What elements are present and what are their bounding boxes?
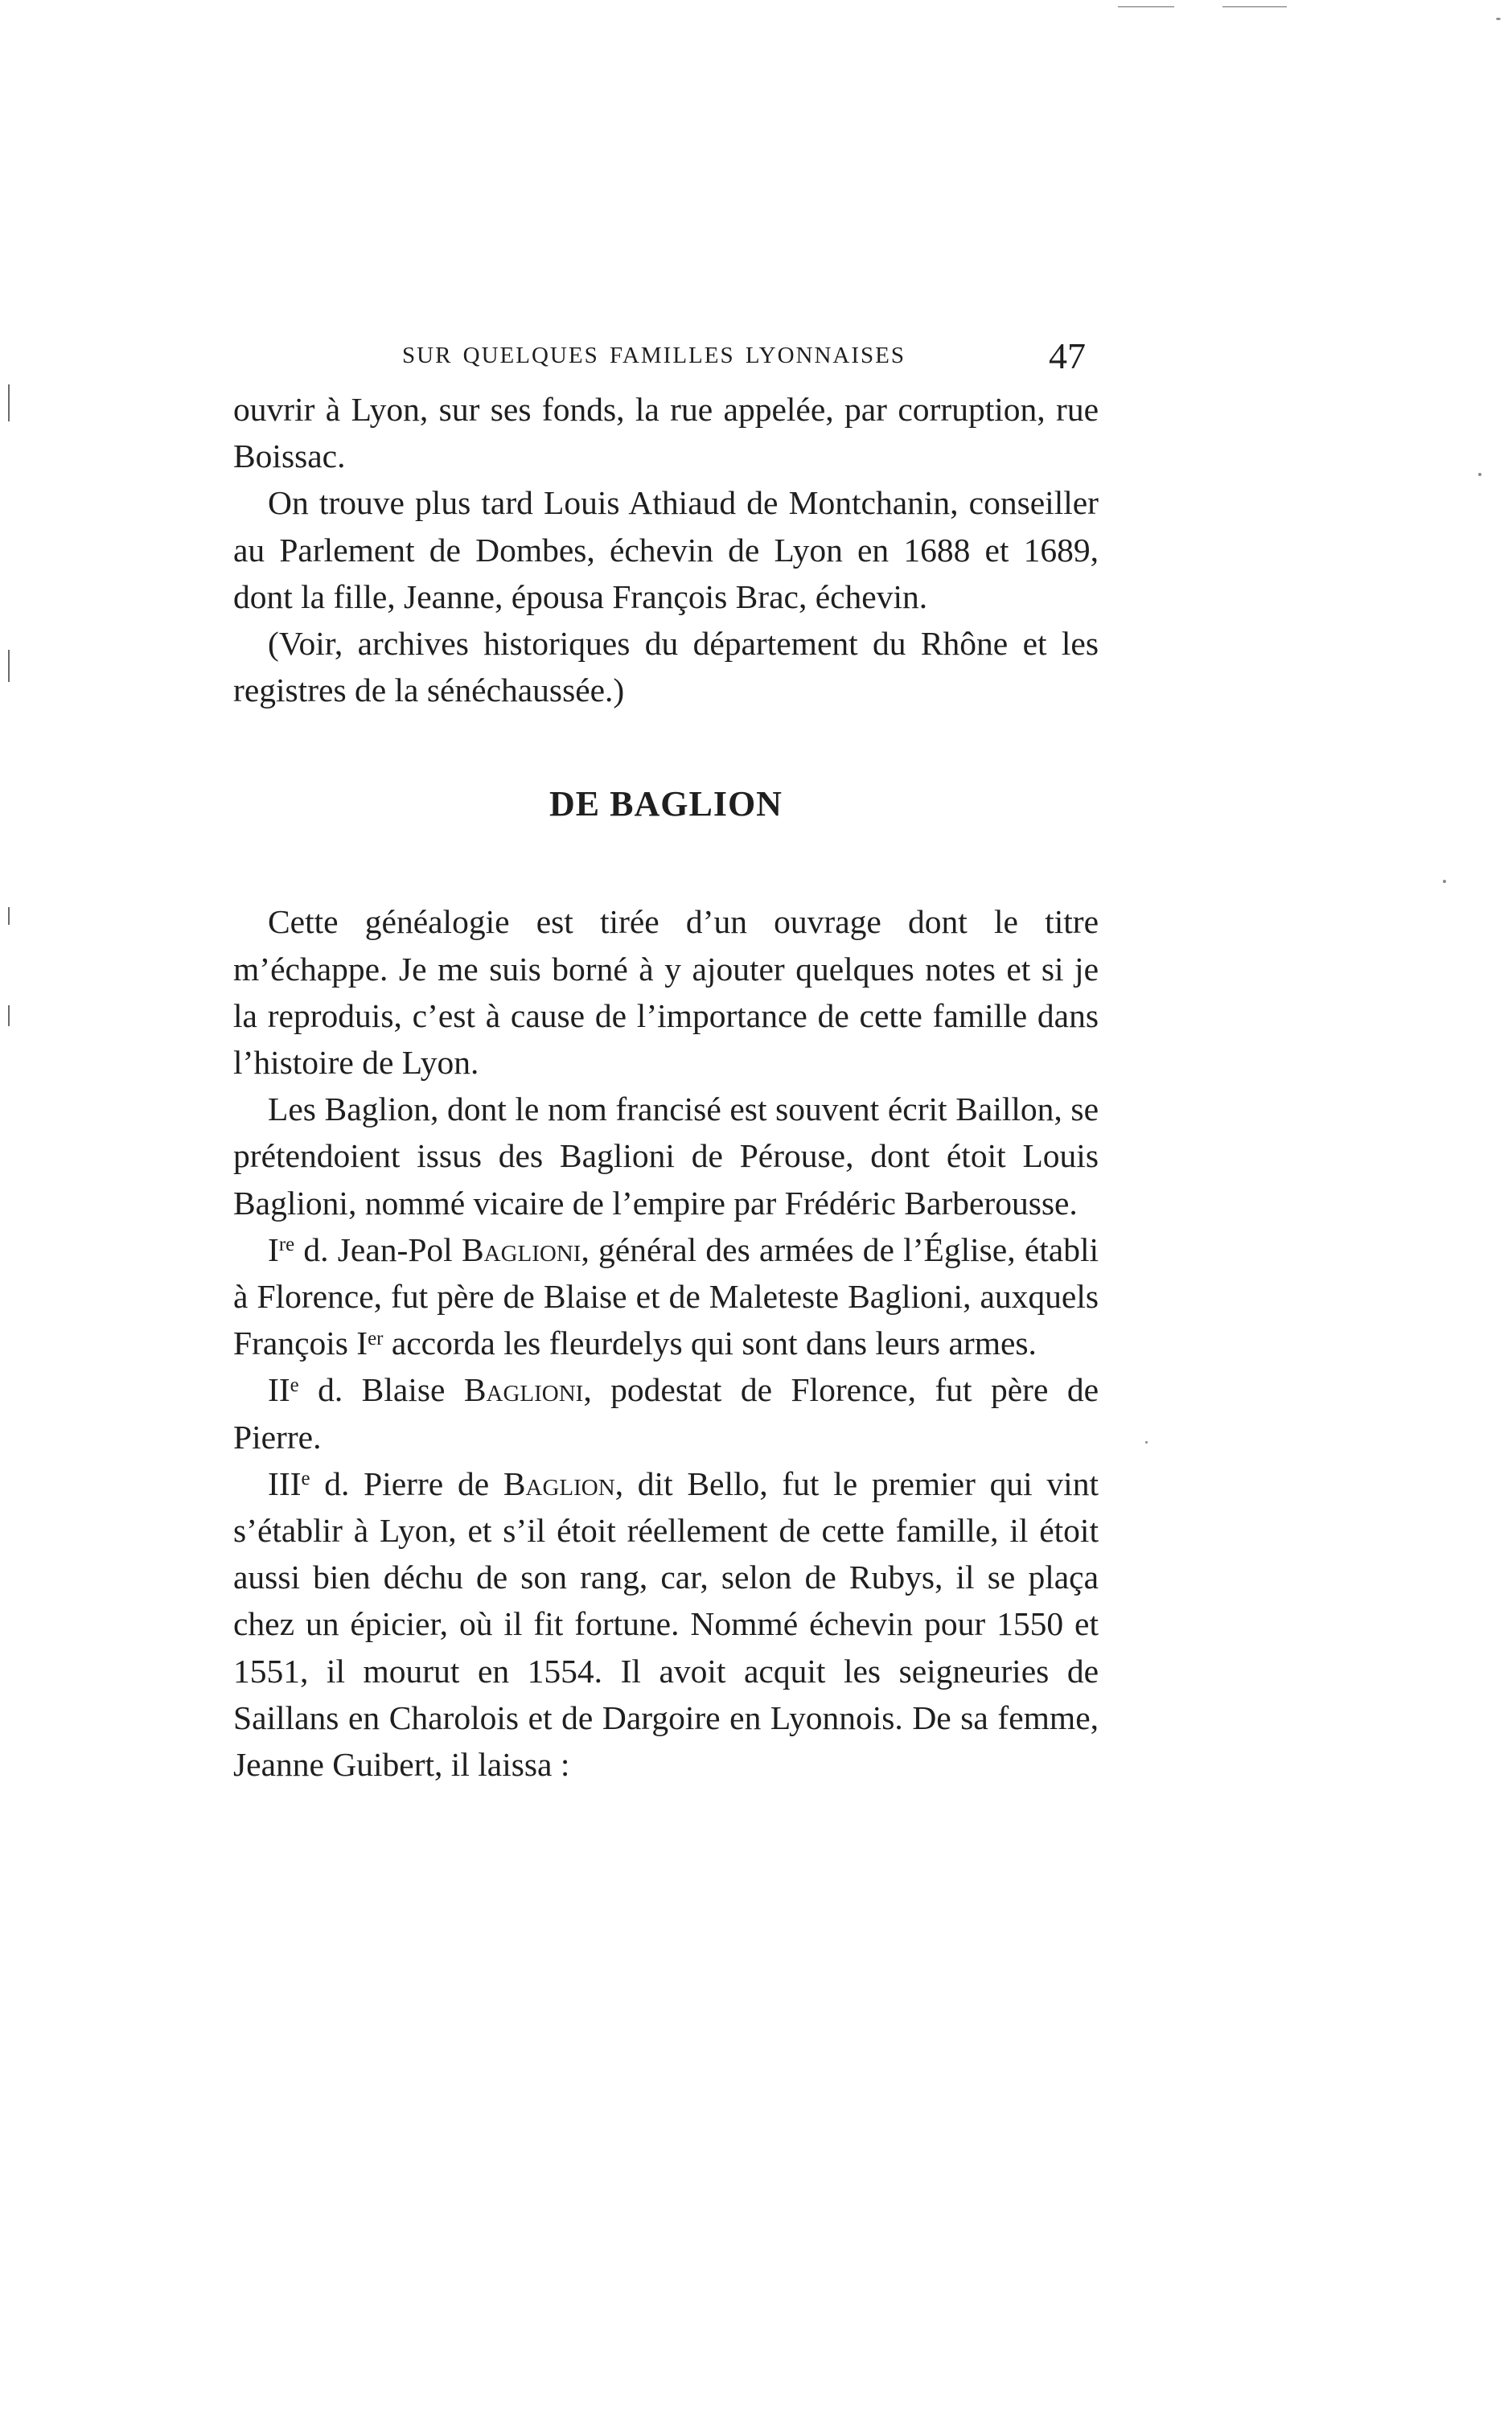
degree-label: d. Blaise: [298, 1371, 464, 1409]
scan-speck: [1478, 473, 1481, 476]
degree-entry-3: [233, 1460, 1099, 1788]
paragraph: ouvrir à Lyon, sur ses fonds, la rue appelée, par corruption, rue Boissac.: [233, 391, 1099, 475]
degree-text: , podestat de Florence, fut père de Pierre.: [233, 1371, 1099, 1456]
ordinal-superscript: er: [368, 1327, 384, 1349]
degree-ordinal: re: [278, 1234, 295, 1256]
section-title: DE BAGLION: [549, 784, 783, 824]
margin-mark: [1118, 6, 1174, 7]
degree-ordinal: e: [301, 1468, 310, 1490]
scan-speck: [1145, 1441, 1148, 1444]
degree-ordinal: e: [290, 1374, 299, 1397]
margin-mark: [8, 384, 10, 421]
family-name: Baglioni: [463, 1371, 584, 1409]
degree-text: , général des armées de l’Église, établi à Florence, fut père de Blaise et de Maleteste Baglioni, auxquels François I: [233, 1230, 1099, 1362]
page-body: [233, 386, 1099, 1788]
family-name: Baglioni: [461, 1230, 581, 1268]
family-name: Baglion: [503, 1464, 615, 1502]
margin-mark: [8, 907, 10, 925]
scan-speck: [1443, 880, 1446, 883]
paragraph: Les Baglion, dont le nom francisé est souvent écrit Baillon, se prétendoient issus des Baglioni de Pérouse, dont étoit Louis Baglioni, nommé vicaire de l’empire par Frédéric Barberousse.: [233, 1090, 1099, 1222]
running-title: SUR QUELQUES FAMILLES LYONNAISES: [402, 343, 906, 368]
degree-entry-2: [233, 1366, 1099, 1460]
margin-mark: [1222, 6, 1287, 7]
degree-numeral: III: [268, 1464, 302, 1502]
page-number: 47: [1049, 335, 1086, 376]
degree-numeral: II: [268, 1371, 290, 1409]
degree-text: , dit Bello, fut le premier qui vint s’établir à Lyon, et s’il étoit réellement de cette famille, il étoit aussi bien déchu de son rang, car, selon de Rubys, il se plaça chez un épicier, où il fit fortune. Nommé échevin pour 1550 et 1551, il mourut en 1554. Il avoit acquit les seigneuries de Saillans en Charolois et de Dargoire en Lyonnois. De sa femme, Jeanne Guibert, il laissa :: [233, 1464, 1099, 1784]
degree-text: accorda les fleurdelys qui sont dans leurs armes.: [383, 1325, 1037, 1362]
degree-entry-1: [233, 1226, 1099, 1367]
margin-mark: [8, 650, 10, 682]
degree-numeral: I: [268, 1230, 279, 1268]
paragraph: On trouve plus tard Louis Athiaud de Montchanin, conseiller au Parlement de Dombes, échevin de Lyon en 1688 et 1689, dont la fille, Jeanne, épousa François Brac, échevin.: [233, 484, 1099, 615]
degree-label: d. Pierre de: [310, 1464, 503, 1502]
paragraph: (Voir, archives historiques du département du Rhône et les registres de la sénéchaussée.): [233, 625, 1099, 709]
paragraph: Cette généalogie est tirée d’un ouvrage dont le titre m’échappe. Je me suis borné à y ajouter quelques notes et si je la reproduis, c’est à cause de l’importance de cette famille dans l’histoire de Lyon.: [233, 903, 1099, 1082]
page-header: [233, 331, 1099, 388]
margin-mark: [8, 1005, 10, 1026]
degree-label: d. Jean-Pol: [294, 1230, 462, 1268]
scan-speck: [1496, 18, 1501, 20]
